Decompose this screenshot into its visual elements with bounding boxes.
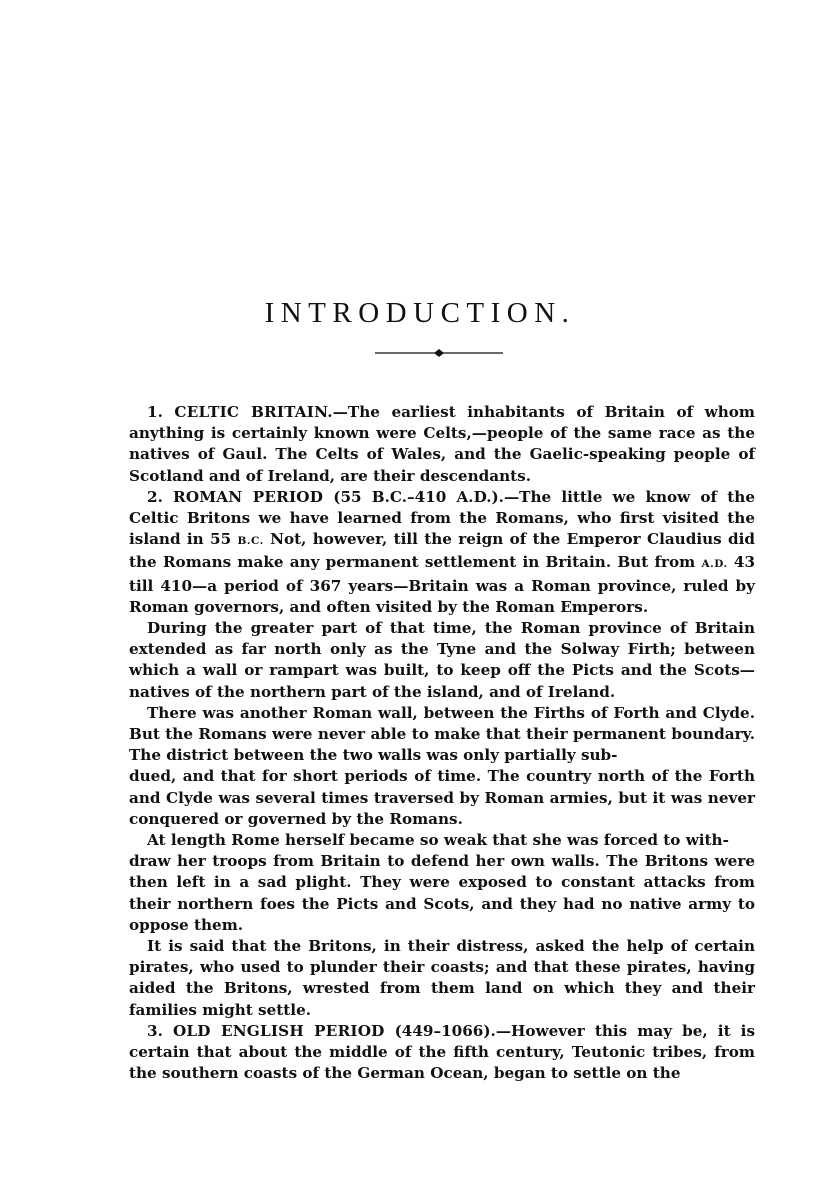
paragraph-text: draw her troops from Britain to defend her own walls. The Britons were then left in a sad plight. They were exposed to constant attacks from their northern foes the Picts and Scots, and they had no native army to oppose them. xyxy=(129,852,755,934)
paragraph-roman-province xyxy=(129,618,755,703)
section-heading: ROMAN PERIOD xyxy=(173,487,324,506)
paragraph-number: 1. xyxy=(147,403,163,421)
paragraph-text: —The earliest inhabitants of Britain of whom anything is certainly known were Celts,—people of the same race as the natives of Gaul. The Celts of Wales, and the Gaelic-speaking people of Scotland and of Ireland, are their descendants. xyxy=(129,403,755,485)
paragraph-text: At length Rome herself became so weak that she was forced to with xyxy=(147,831,723,850)
paragraph-old-english xyxy=(129,1021,755,1085)
page-title: INTRODUCTION. xyxy=(264,297,576,330)
paragraph-text: It is said that the Britons, in their distress, asked the help of certain pirates, who used to plunder their coasts; and that these pirates, having aided the Britons, wrested from them land on which they and their families might settle. xyxy=(129,937,755,1019)
body-text xyxy=(129,402,755,1085)
paragraph-text: 43 till 410—a period of 367 years—Britain was a Roman province, ruled by Roman governors, and often visited by the Roman Emperors. xyxy=(129,553,756,616)
paragraph-text: During the greater part of that time, the Roman province of Britain extended as far north only as the Tyne and the Solway Firth; between which a wall or rampart was built, to keep off the Picts and the Scots—natives of the northern part of the island, and of Ireland. xyxy=(129,619,755,701)
paragraph-roman-period xyxy=(129,487,755,618)
paragraph-celtic-britain xyxy=(129,402,755,487)
title-ornament xyxy=(375,347,503,359)
section-heading: OLD ENGLISH PERIOD xyxy=(172,1021,385,1040)
section-heading: CELTIC BRITAIN. xyxy=(174,403,333,421)
paragraph-number: 3. xyxy=(147,1021,163,1040)
paragraph-pirates xyxy=(129,936,755,1021)
era-label: B.C. xyxy=(237,535,264,548)
paragraph-roman-wall: There was another Roman wall, between the Firths of Forth and Clyde. But the Romans were never able to make that their permanent boundary. The district between the two walls was only partially sub- dued, and that for short periods of time. The country north of the Forth and Clyde was several times traversed by Roman armies, but it was never conquered or governed by the Romans. xyxy=(129,703,755,828)
paragraph-text: —The little we know of the Celtic Britons we have learned from the Romans, who first visited the island in 55 xyxy=(129,487,755,549)
paragraph-number: 2. xyxy=(147,487,163,506)
paragraph-text: Not, however, till the reign of the Emperor Claudius did the Romans make any permanent settlement in Britain. But from xyxy=(129,530,756,572)
paragraph-text: dued, and that for short periods of time. The country north of the Forth and Clyde was several times traversed by Roman armies, but it was never conquered or governed by the Romans. xyxy=(129,767,755,828)
section-dates: (449–1066). xyxy=(394,1021,496,1040)
paragraph-text: —However this may be, it is certain that about the middle of the fifth century, Teutonic tribes, from the southern coasts of the German Ocean, began to settle on the xyxy=(129,1021,756,1083)
paragraph-rome-weak: At length Rome herself became so weak that she was forced to with- draw her troops from Britain to defend her own walls. The Britons were then left in a sad plight. They were exposed to constant attacks from their northern foes the Picts and Scots, and they had no native army to oppose them. xyxy=(129,831,755,934)
paragraph-text: There was another Roman wall, between the Firths of Forth and Clyde. But the Romans were never able to make that their permanent boundary. The district between the two walls was only partially sub xyxy=(129,703,755,765)
era-label: A.D. xyxy=(701,558,728,571)
section-dates: (55 B.C.–410 A.D.). xyxy=(333,487,504,506)
